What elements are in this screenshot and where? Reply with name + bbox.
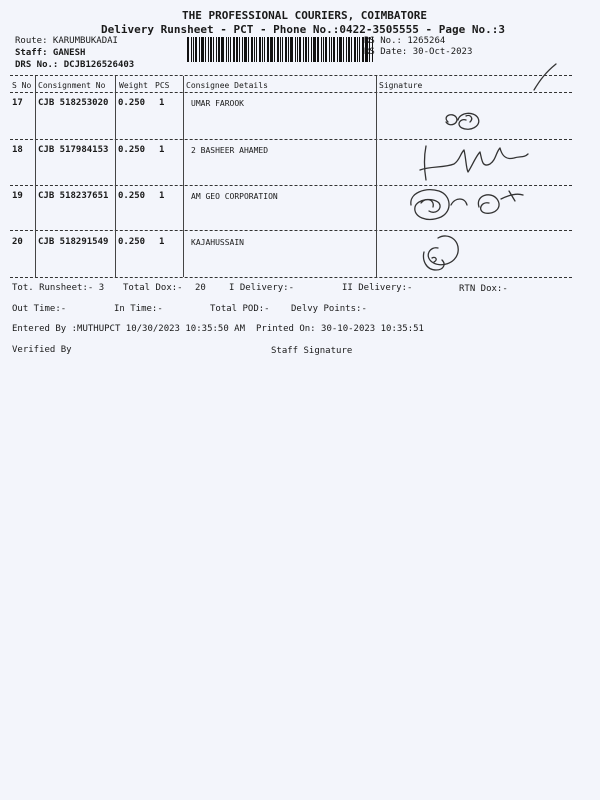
col-header-consignee: Consignee Details	[186, 81, 268, 90]
rs-date: RS Date: 30-Oct-2023	[364, 47, 473, 57]
verified-by: Verified By	[12, 345, 72, 355]
column-divider	[35, 76, 36, 277]
row-weight: 0.250	[118, 237, 146, 247]
total-dox-value: 20	[195, 283, 206, 293]
rtn-dox: RTN Dox:-	[459, 284, 508, 294]
row-consignee: AM GEO CORPORATION	[191, 192, 278, 201]
row-pcs: 1	[159, 145, 165, 155]
row-consignment: CJB 518237651	[38, 191, 109, 201]
rs-number: RS No.: 1265264	[364, 36, 446, 46]
row-sno: 17	[12, 98, 23, 108]
total-dox-label: Total Dox:-	[123, 283, 183, 293]
table-bottom-rule	[10, 277, 572, 278]
row-consignee: 2 BASHEER AHAMED	[191, 146, 269, 155]
out-time: Out Time:-	[12, 304, 67, 314]
row-rule	[10, 230, 572, 231]
entered-by: Entered By :MUTHUPCT 10/30/2023 10:35:50 AM	[12, 324, 245, 334]
printed-on: Printed On: 30-10-2023 10:35:51	[256, 324, 424, 334]
barcode	[187, 37, 374, 62]
total-pod: Total POD:-	[210, 304, 270, 314]
col-header-pcs: PCS	[155, 81, 170, 90]
col-header-signature: Signature	[379, 81, 423, 90]
header-bottom-rule	[10, 92, 572, 93]
staff-signature: Staff Signature	[271, 346, 353, 356]
total-runsheet: Tot. Runsheet:- 3	[12, 283, 105, 293]
table-top-rule	[10, 75, 572, 76]
column-divider	[183, 76, 184, 277]
in-time: In Time:-	[114, 304, 163, 314]
row-weight: 0.250	[118, 98, 146, 108]
row-consignee: KAJAHUSSAIN	[191, 238, 244, 247]
staff-label: Staff: GANESH	[15, 48, 86, 58]
delvy-points: Delvy Points:-	[291, 304, 367, 314]
row-pcs: 1	[159, 98, 165, 108]
i-delivery: I Delivery:-	[229, 283, 295, 293]
row-consignment: CJB 518291549	[38, 237, 109, 247]
signature-row-19	[405, 183, 535, 228]
signature-row-18	[410, 140, 540, 185]
row-consignment: CJB 518253020	[38, 98, 109, 108]
row-consignee: UMAR FAROOK	[191, 99, 244, 108]
signature-row-17	[440, 108, 485, 138]
row-pcs: 1	[159, 237, 165, 247]
row-sno: 18	[12, 145, 23, 155]
pen-mark	[532, 62, 562, 92]
signature-row-20	[418, 230, 468, 275]
row-pcs: 1	[159, 191, 165, 201]
row-sno: 19	[12, 191, 23, 201]
column-divider	[376, 76, 377, 277]
route-label: Route: KARUMBUKADAI	[15, 36, 118, 46]
col-header-consignment: Consignment No	[38, 81, 106, 90]
drs-number: DRS No.: DCJB126526403	[15, 60, 135, 70]
row-weight: 0.250	[118, 191, 146, 201]
ii-delivery: II Delivery:-	[342, 283, 413, 293]
col-header-weight: Weight	[119, 81, 148, 90]
col-header-sno: S No	[12, 81, 32, 90]
runsheet-subtitle: Delivery Runsheet - PCT - Phone No.:0422-3505555 - Page No.:3	[101, 23, 505, 36]
column-divider	[115, 76, 116, 277]
row-sno: 20	[12, 237, 23, 247]
company-name: THE PROFESSIONAL COURIERS, COIMBATORE	[182, 9, 428, 22]
row-consignment: CJB 517984153	[38, 145, 109, 155]
row-weight: 0.250	[118, 145, 146, 155]
